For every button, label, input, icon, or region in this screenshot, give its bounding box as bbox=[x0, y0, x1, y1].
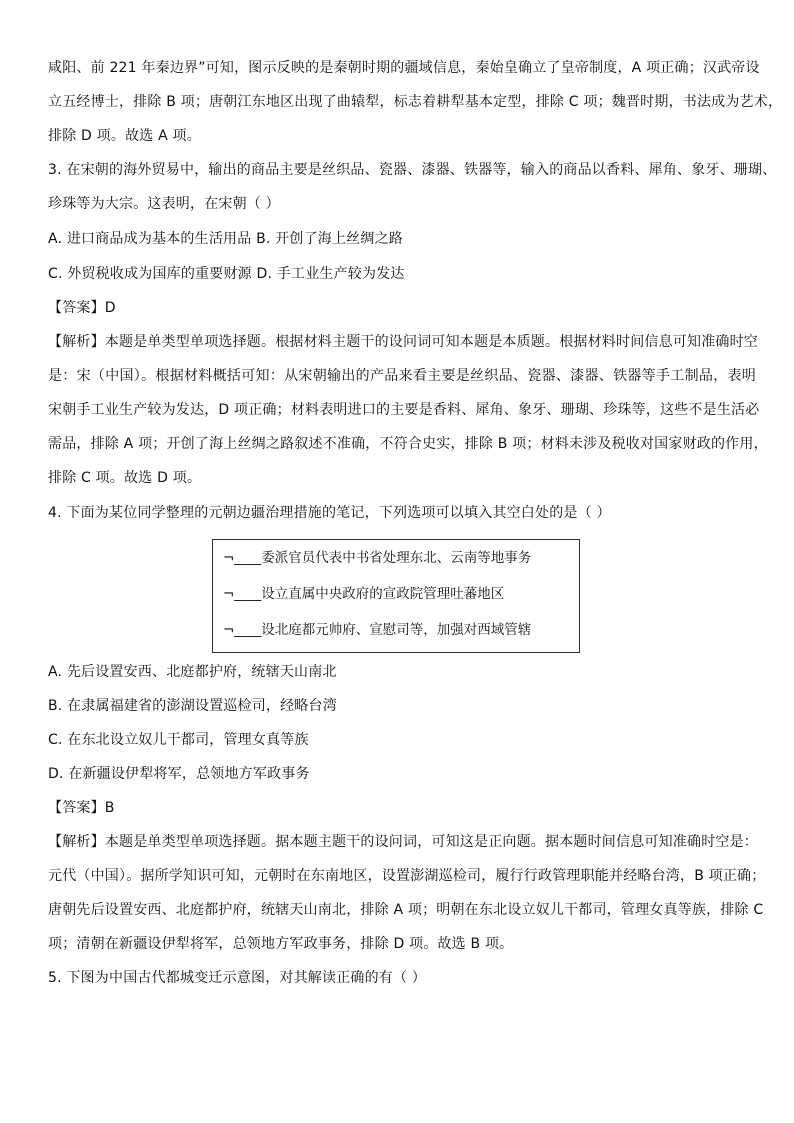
q4-analysis-line-2: 元代（中国）。据所学知识可知，元朝时在东南地区，设置澎湖巡检司，履行行政管理职能并经略台湾，B 项正确； bbox=[48, 868, 766, 884]
q4-option-b: B. 在隶属福建省的澎湖设置巡检司，经略台湾 bbox=[48, 698, 337, 714]
q2-analysis-line-2: 立五经博士，排除 B 项；唐朝江东地区出现了曲辕犁，标志着耕犁基本定型，排除 C 项；魏晋时期，书法成为艺术， bbox=[48, 94, 783, 110]
q4-analysis-line-4: 项；清朝在新疆设伊犁将军，总领地方军政事务，排除 D 项。故选 B 项。 bbox=[48, 936, 514, 952]
q3-stem-line-1: 3. 在宋朝的海外贸易中，输出的商品主要是丝织品、瓷器、漆器、铁器等，输入的商品以香料、犀角、象牙、珊瑚、 bbox=[48, 162, 777, 178]
q3-analysis-line-2: 是：宋（中国）。根据材料概括可知：从宋朝输出的产品来看主要是丝织品、瓷器、漆器、铁器等手工制品，表明 bbox=[48, 368, 756, 384]
q4-option-d: D. 在新疆设伊犁将军，总领地方军政事务 bbox=[48, 766, 310, 782]
q3-stem-line-2: 珍珠等为大宗。这表明，在宋朝（ ） bbox=[48, 196, 280, 212]
q4-note-line-1: ¬____委派官员代表中书省处理东北、云南等地事务 bbox=[223, 550, 532, 566]
q4-analysis-line-3: 唐朝先后设置安西、北庭都护府，统辖天山南北，排除 A 项；明朝在东北设立奴儿干都司，管理女真等族，排除 C bbox=[48, 902, 764, 918]
q4-note-line-2: ¬____设立直属中央政府的宣政院管理吐蕃地区 bbox=[223, 586, 505, 602]
q4-stem: 4. 下面为某位同学整理的元朝边疆治理措施的笔记，下列选项可以填入其空白处的是（ ） bbox=[48, 505, 611, 521]
q4-notes-box bbox=[212, 539, 580, 653]
q4-option-c: C. 在东北设立奴儿干都司，管理女真等族 bbox=[48, 732, 309, 748]
q3-answer: 【答案】D bbox=[48, 300, 116, 316]
q4-option-a: A. 先后设置安西、北庭都护府，统辖天山南北 bbox=[48, 664, 337, 680]
q4-answer: 【答案】B bbox=[48, 800, 115, 816]
q4-note-line-3: ¬____设北庭都元帅府、宣慰司等，加强对西域管辖 bbox=[223, 622, 532, 638]
q3-analysis-line-5: 排除 C 项。故选 D 项。 bbox=[48, 470, 202, 486]
q3-options-row-2: C. 外贸税收成为国库的重要财源 D. 手工业生产较为发达 bbox=[48, 266, 405, 282]
q3-options-row-1: A. 进口商品成为基本的生活用品 B. 开创了海上丝绸之路 bbox=[48, 231, 403, 247]
q3-analysis-line-3: 宋朝手工业生产较为发达，D 项正确；材料表明进口的主要是香料、犀角、象牙、珊瑚、珍珠等，这些不是生活必 bbox=[48, 402, 760, 418]
q2-analysis-line-1: 咸阳、前 221 年秦边界”可知，图示反映的是秦朝时期的疆域信息，秦始皇确立了皇帝制度，A 项正确；汉武帝设 bbox=[48, 60, 760, 76]
q3-analysis-line-1: 【解析】本题是单类型单项选择题。根据材料主题干的设问词可知本题是本质题。根据材料时间信息可知准确时空 bbox=[48, 334, 758, 350]
q3-analysis-line-4: 需品，排除 A 项；开创了海上丝绸之路叙述不准确，不符合史实，排除 B 项；材料未涉及税收对国家财政的作用， bbox=[48, 436, 768, 452]
q4-analysis-line-1: 【解析】本题是单类型单项选择题。据本题主题干的设问词，可知这是正向题。据本题时间信息可知准确时空是： bbox=[48, 834, 758, 850]
q2-analysis-line-3: 排除 D 项。故选 A 项。 bbox=[48, 128, 201, 144]
q5-stem: 5. 下图为中国古代都城变迁示意图，对其解读正确的有（ ） bbox=[48, 970, 427, 986]
